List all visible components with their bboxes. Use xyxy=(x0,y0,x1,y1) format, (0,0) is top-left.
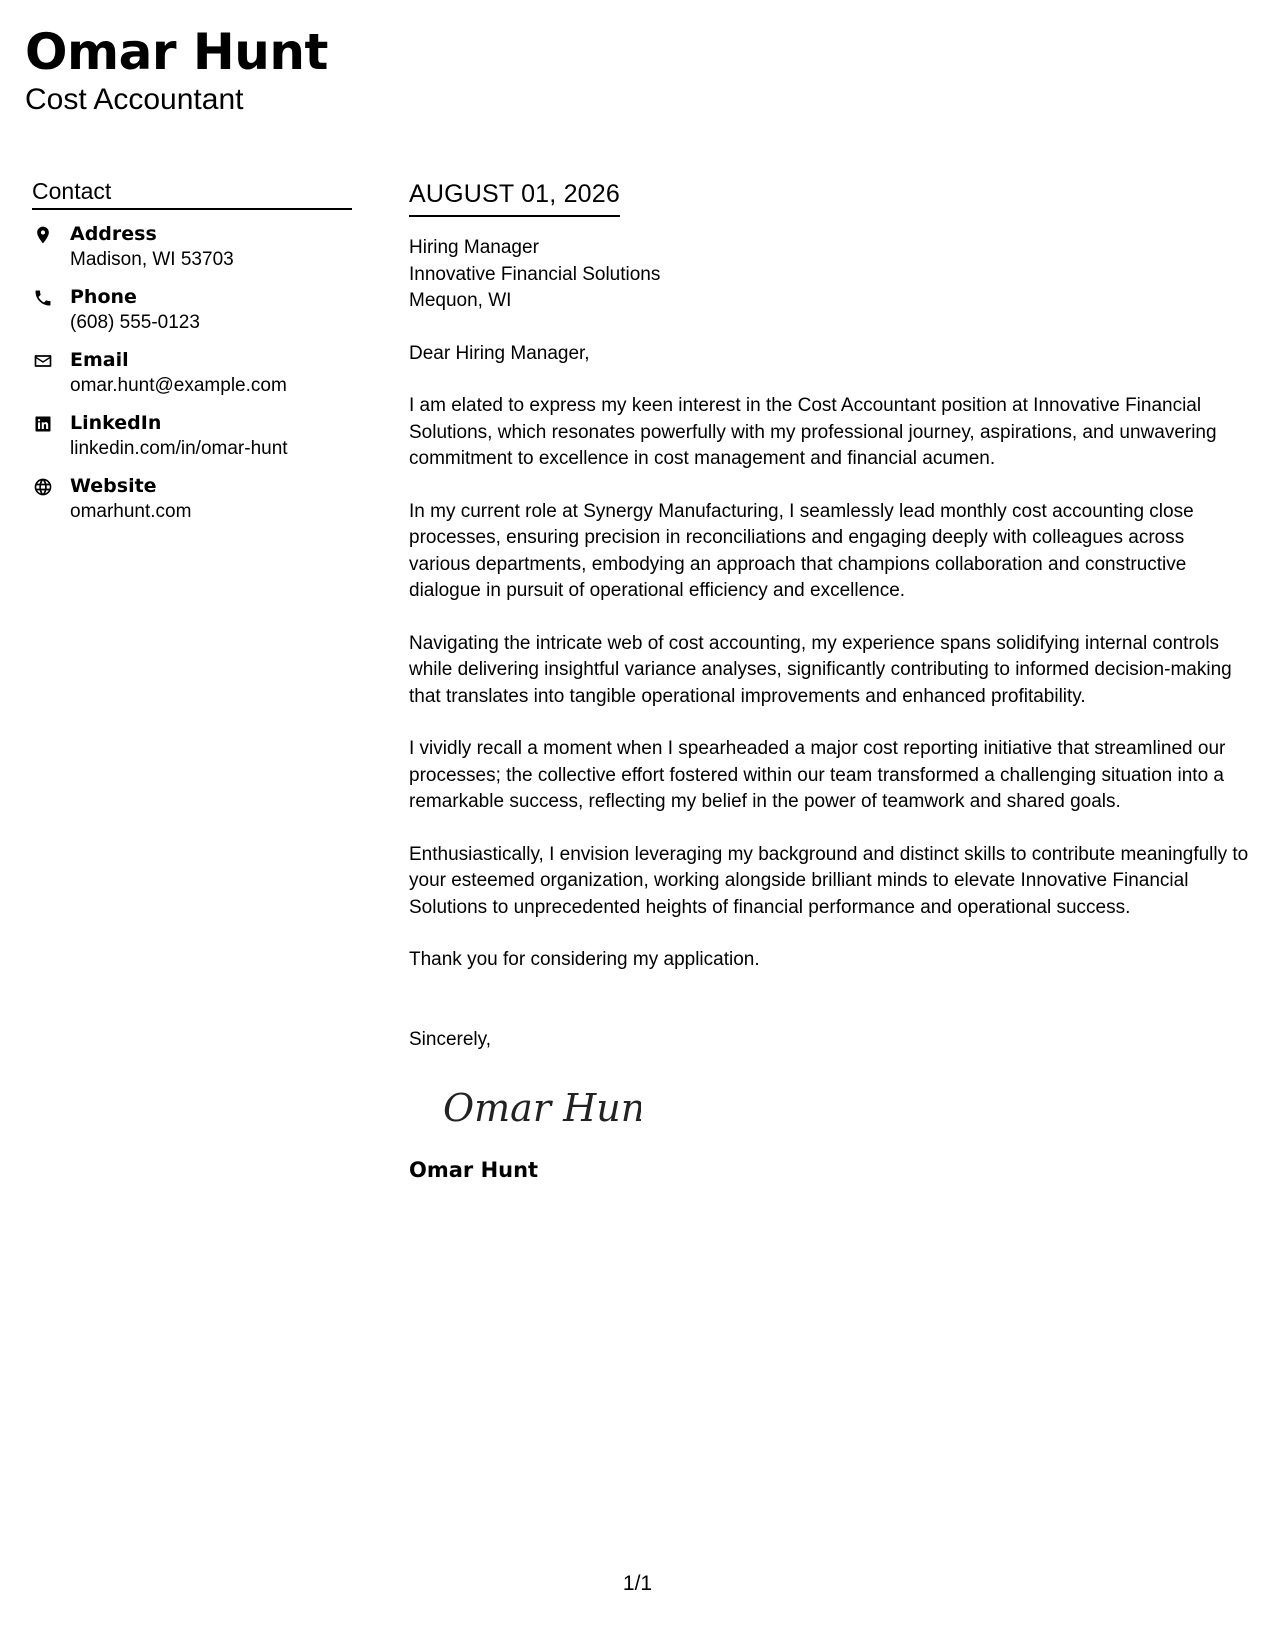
contact-sidebar xyxy=(32,176,352,537)
paragraph: Enthusiastically, I envision leveraging my background and distinct skills to contribute meaningfully to your esteemed organization, working alongside brilliant minds to elevate Innovative Financial Solutions to unprecedented heights of financial performance and operational success. xyxy=(409,843,1249,918)
globe-icon xyxy=(32,476,54,498)
recipient-line-company: Innovative Financial Solutions xyxy=(409,263,661,285)
contact-item-email xyxy=(32,348,352,398)
resume-header xyxy=(25,22,328,118)
contact-label-email: Email xyxy=(70,349,129,371)
contact-label-website: Website xyxy=(70,475,157,497)
contact-heading: Contact xyxy=(32,176,352,210)
contact-label-linkedin: LinkedIn xyxy=(70,412,162,434)
contact-value-linkedin[interactable]: linkedin.com/in/omar-hunt xyxy=(70,438,288,459)
contact-item-linkedin xyxy=(32,411,352,461)
recipient-line-location: Mequon, WI xyxy=(409,290,512,311)
envelope-icon xyxy=(32,350,54,372)
phone-icon xyxy=(32,287,54,309)
signed-name: Omar Hunt xyxy=(409,1158,539,1182)
contact-label-address: Address xyxy=(70,223,157,245)
signature-text: Omar Hunt xyxy=(443,1086,641,1130)
contact-value-address: Madison, WI 53703 xyxy=(70,249,234,270)
contact-value-phone: (608) 555-0123 xyxy=(70,312,200,333)
letter-body xyxy=(409,177,1249,1184)
page-number: 1/1 xyxy=(622,1572,653,1595)
applicant-name: Omar Hunt xyxy=(25,23,328,81)
recipient-block xyxy=(409,235,1249,315)
paragraph: I am elated to express my keen interest in the Cost Accountant position at Innovative Financial Solutions, which resonates powerfully with my professional journey, aspirations, and unwavering commitment to excellence in cost management and financial acumen. xyxy=(409,395,1217,469)
contact-label-phone: Phone xyxy=(70,286,137,308)
job-title: Cost Accountant xyxy=(25,83,244,116)
recipient-line-title: Hiring Manager xyxy=(409,237,539,258)
salutation: Dear Hiring Manager, xyxy=(409,342,590,364)
contact-item-address xyxy=(32,222,352,272)
linkedin-icon xyxy=(32,413,54,435)
letter-date: AUGUST 01, 2026 xyxy=(409,177,620,217)
contact-value-email[interactable]: omar.hunt@example.com xyxy=(70,375,287,396)
paragraph: Thank you for considering my application. xyxy=(409,949,760,970)
contact-value-website[interactable]: omarhunt.com xyxy=(70,501,192,522)
paragraph: In my current role at Synergy Manufacturing, I seamlessly lead monthly cost accounting close processes, ensuring precision in reconciliations and engaging deeply with colleagues across various departments, embodying an approach that champions collaboration and constructive dialogue in pursuit of operational efficiency and excellence. xyxy=(409,500,1194,601)
contact-item-phone xyxy=(32,285,352,335)
paragraph: I vividly recall a moment when I spearheaded a major cost reporting initiative that streamlined our processes; the collective effort fostered within our team transformed a challenging situation into a remarkable success, reflecting my belief in the power of teamwork and shared goals. xyxy=(409,738,1226,812)
closing: Sincerely, xyxy=(409,1028,492,1050)
handwritten-signature xyxy=(441,1081,1249,1133)
paragraph: Navigating the intricate web of cost accounting, my experience spans solidifying internal controls while delivering insightful variance analyses, significantly contributing to informed decision-making that translates into tangible operational improvements and enhanced profitability. xyxy=(409,632,1232,707)
contact-item-website xyxy=(32,474,352,524)
location-pin-icon xyxy=(32,224,54,246)
